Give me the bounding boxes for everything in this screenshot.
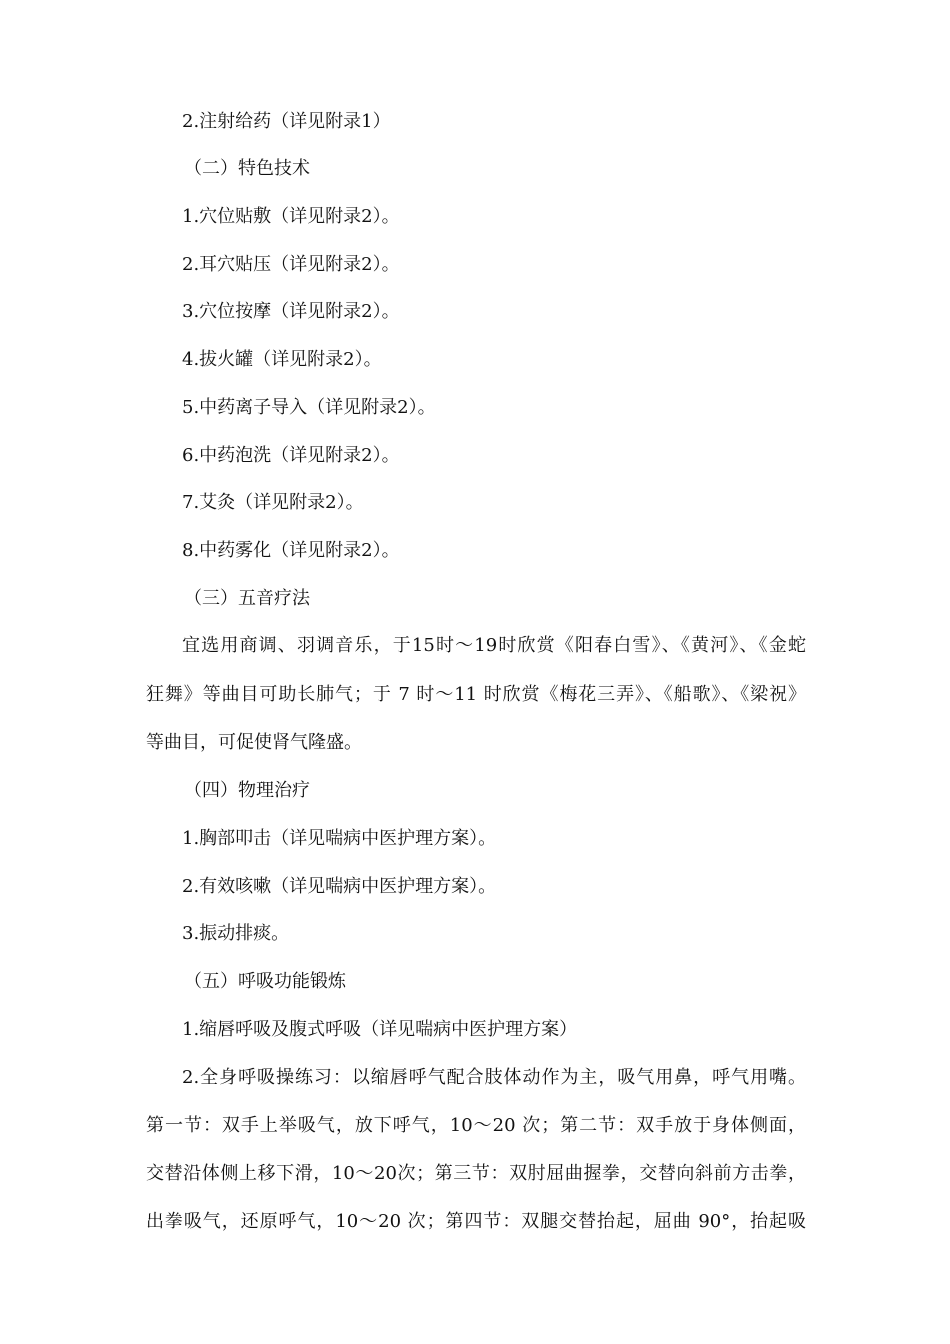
list-item-cupping: 4.拔火罐（详见附录2）。 [182,349,382,370]
list-item-pursed-lip-breathing: 1.缩唇呼吸及腹式呼吸（详见喘病中医护理方案） [182,1019,578,1040]
paragraph-line: 第一节：双手上举吸气，放下呼气，10～20 次；第二节：双手放于身体侧面， [146,1115,806,1136]
section-heading-breathing-exercise: （五）呼吸功能锻炼 [184,971,346,992]
list-item-vibration-sputum: 3.振动排痰。 [182,923,290,944]
list-item-acupoint-massage: 3.穴位按摩（详见附录2）。 [182,301,400,322]
paragraph-line: 宜选用商调、羽调音乐，于15时～19时欣赏《阳春白雪》、《黄河》、《金蛇 [182,635,806,656]
list-item-acupoint-application: 1.穴位贴敷（详见附录2）。 [182,206,400,227]
list-item-auricular-pressure: 2.耳穴贴压（详见附录2）。 [182,254,400,275]
list-item-effective-cough: 2.有效咳嗽（详见喘病中医护理方案）。 [182,876,497,897]
list-item-herbal-atomization: 8.中药雾化（详见附录2）。 [182,540,400,561]
list-item-chest-percussion: 1.胸部叩击（详见喘病中医护理方案）。 [182,828,497,849]
paragraph-line: 交替沿体侧上移下滑，10～20次；第三节：双肘屈曲握拳，交替向斜前方击拳， [146,1163,806,1184]
section-heading-five-tone-therapy: （三）五音疗法 [184,588,310,609]
section-heading-special-techniques: （二）特色技术 [184,158,310,179]
section-heading-physical-therapy: （四）物理治疗 [184,780,310,801]
list-item-injection: 2.注射给药（详见附录1） [182,111,391,132]
list-item-ion-introduction: 5.中药离子导入（详见附录2）。 [182,397,436,418]
paragraph-line: 2.全身呼吸操练习：以缩唇呼气配合肢体动作为主，吸气用鼻，呼气用嘴。 [182,1067,806,1088]
paragraph-line: 狂舞》等曲目可助长肺气；于 7 时～11 时欣赏《梅花三弄》、《船歌》、《梁祝》 [146,684,806,705]
list-item-moxibustion: 7.艾灸（详见附录2）。 [182,492,364,513]
list-item-herbal-soak: 6.中药泡洗（详见附录2）。 [182,445,400,466]
paragraph-line: 出拳吸气，还原呼气，10～20 次；第四节：双腿交替抬起，屈曲 90°，抬起吸 [146,1211,806,1232]
paragraph-line: 等曲目，可促使肾气隆盛。 [146,732,362,753]
